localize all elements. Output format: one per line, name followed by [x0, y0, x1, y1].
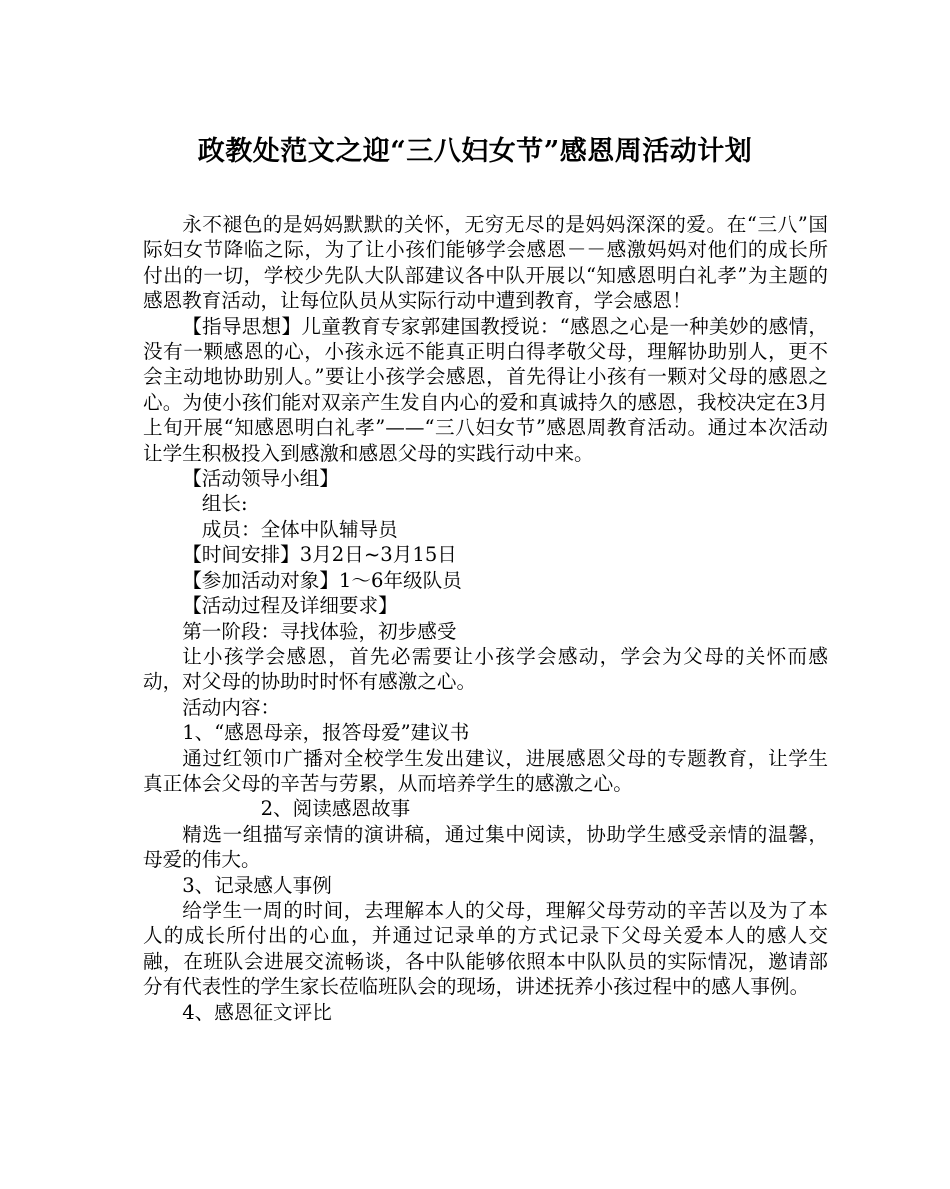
document-body: [143, 212, 828, 1025]
activity-content-heading: 活动内容：: [182, 695, 281, 719]
activity-item-2-heading: 2、阅读感恩故事: [260, 797, 411, 821]
schedule-line: 【时间安排】3月2日~3月15日: [182, 543, 457, 567]
guiding-thought-paragraph: 【指导思想】儿童教育专家郭建国教授说：“感恩之心是一种美妙的感情，没有一颗感恩的心，小孩永远不能真正明白得孝敬父母，理解协助别人，更不会主动地协助别人。”要让小孩学会感恩，首先得让小孩有一颗对父母的感恩之心。为使小孩们能对双亲产生发自内心的爱和真诚持久的感恩，我校决定在3月上旬开展“知感恩明白礼孝”——“三八妇女节”感恩周教育活动。通过本次活动让学生积极投入到感激和感恩父母的实践行动中来。: [143, 314, 828, 465]
activity-item-3-heading: 3、记录感人事例: [182, 873, 332, 897]
leadership-group-heading: 【活动领导小组】: [182, 467, 339, 491]
group-members-line: 成员：全体中队辅导员: [201, 517, 398, 541]
activity-item-4-heading: 4、感恩征文评比: [182, 1000, 332, 1024]
intro-paragraph: 永不褪色的是妈妈默默的关怀，无穷无尽的是妈妈深深的爱。在“三八”国际妇女节降临之际，为了让小孩们能够学会感恩－－感激妈妈对他们的成长所付出的一切，学校少先队大队部建议各中队开展以“知感恩明白礼孝”为主题的感恩教育活动，让每位队员从实际行动中遭到教育，学会感恩！: [143, 213, 828, 313]
stage-one-heading: 第一阶段：寻找体验，初步感受: [182, 619, 457, 643]
activity-item-2-paragraph: 精选一组描写亲情的演讲稿，通过集中阅读，协助学生感受亲情的温馨，母爱的伟大。: [143, 822, 828, 872]
stage-one-paragraph: 让小孩学会感恩，首先必需要让小孩学会感动，学会为父母的关怀而感动，对父母的协助时时怀有感激之心。: [143, 644, 828, 694]
participants-line: 【参加活动对象】1～6年级队员: [182, 568, 462, 592]
activity-item-3-paragraph: 给学生一周的时间，去理解本人的父母，理解父母劳动的辛苦以及为了本人的成长所付出的心血，并通过记录单的方式记录下父母关爱本人的感人交融，在班队会进展交流畅谈，各中队能够依照本中队队员的实际情况，邀请部分有代表性的学生家长莅临班队会的现场，讲述抚养小孩过程中的感人事例。: [143, 898, 828, 999]
activity-item-1-heading: 1、“感恩母亲，报答母爱”建议书: [182, 721, 470, 745]
group-leader-line: 组长:: [201, 492, 248, 516]
document-title: 政教处范文之迎“三八妇女节”感恩周活动计划: [197, 136, 753, 167]
process-heading: 【活动过程及详细要求】: [182, 594, 398, 618]
activity-item-1-paragraph: 通过红领巾广播对全校学生发出建议，进展感恩父母的专题教育，让学生真正体会父母的辛苦与劳累，从而培养学生的感激之心。: [143, 746, 828, 795]
